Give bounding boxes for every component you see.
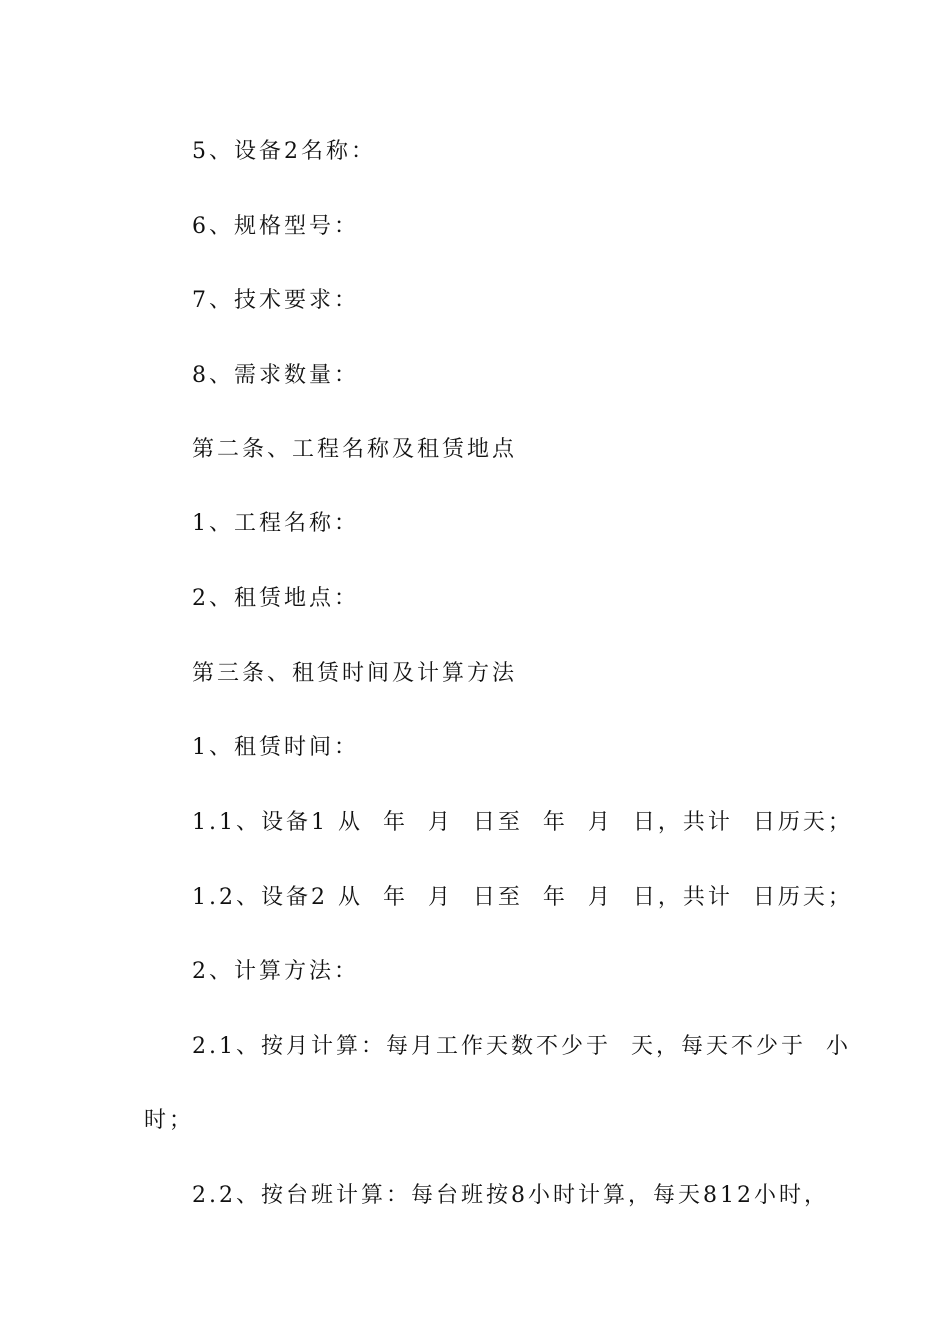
lease-location-line: 2、租赁地点：	[192, 586, 359, 611]
required-quantity-line: 8、需求数量：	[192, 363, 359, 388]
equipment-2-name-line: 5、设备2名称：	[192, 139, 376, 164]
article-2-heading: 第二条、工程名称及租赁地点	[192, 437, 518, 462]
lease-time-line: 1、租赁时间：	[192, 735, 359, 760]
equipment-2-period-line: 1.2、设备2 从 年 月 日至 年 月 日，共计 日历天；	[192, 885, 853, 910]
project-name-line: 1、工程名称：	[192, 511, 359, 536]
shift-calculation-line: 2.2、按台班计算：每台班按8小时计算，每天812小时，	[192, 1183, 829, 1208]
article-3-heading: 第三条、租赁时间及计算方法	[192, 661, 518, 686]
equipment-1-period-line: 1.1、设备1 从 年 月 日至 年 月 日，共计 日历天；	[192, 810, 853, 835]
technical-requirements-line: 7、技术要求：	[192, 288, 359, 313]
monthly-calculation-continuation: 时；	[144, 1108, 195, 1133]
calculation-method-line: 2、计算方法：	[192, 959, 359, 984]
monthly-calculation-line: 2.1、按月计算：每月工作天数不少于 天，每天不少于 小	[192, 1034, 851, 1059]
spec-model-line: 6、规格型号：	[192, 214, 359, 239]
